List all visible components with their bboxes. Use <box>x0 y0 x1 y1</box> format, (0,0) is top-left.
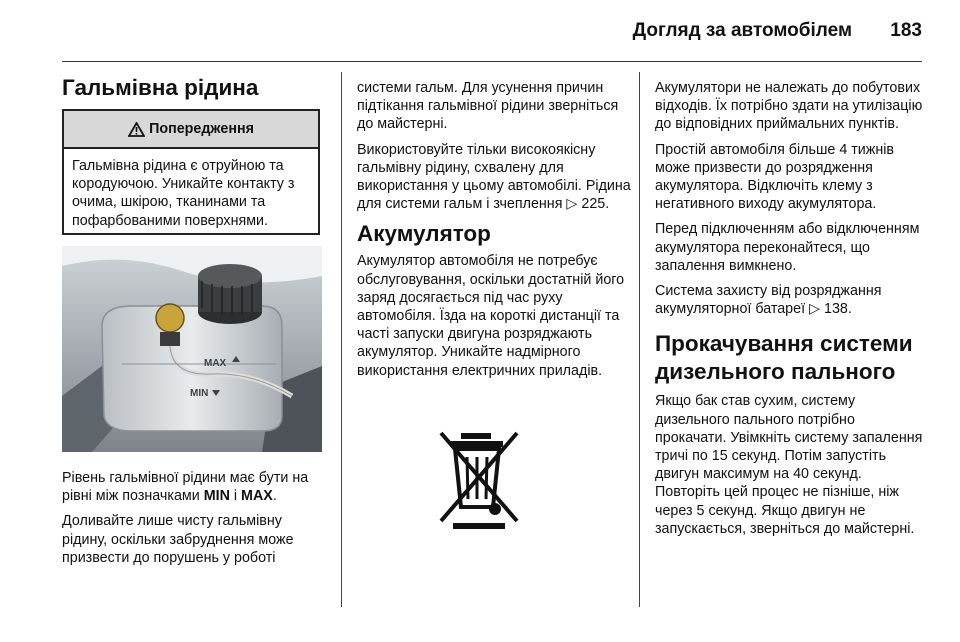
brake-fluid-quality-paragraph <box>357 141 633 214</box>
column-1-text <box>62 469 330 574</box>
page-ref-arrow-icon: ▷ <box>809 301 821 318</box>
warning-text: Гальмівна рідина є отруйною та кородуючою. Уникайте контакту з очима, шкірою, тканинами та пофарбованими поверхнями. <box>72 158 295 229</box>
battery-disposal-paragraph: Акумулятори не належать до побутових відходів. Їх потрібно здати на утилізацію до відповідних приймальних пунктів. <box>655 80 923 133</box>
min-mark-label: MIN <box>190 388 209 399</box>
page-ref-138[interactable]: 138 <box>824 301 848 318</box>
level-end: . <box>272 488 277 505</box>
diesel-bleeding-paragraph: Якщо бак став сухим, систему дизельного пального потрібно прокачати. Увімкніть систему запалення тричі по 15 секунд. Потім запустіть двигун максимум на 40 секунд. Повторіть цей процес не пізніше, ніж через 5 секунд. Якщо двигун не запускається, зверніться до майстерні. <box>655 393 923 537</box>
warning-label: Попередження <box>149 121 254 137</box>
section-title-brake-fluid: Гальмівна рідина <box>62 75 259 100</box>
warning-triangle-icon <box>128 122 145 137</box>
quality-text: Використовуйте тільки високоякісну гальмівну рідину, схвалену для використання у цьому автомобілі. Рідина для системи гальм і зчеплення <box>357 141 631 213</box>
level-conj: і <box>229 488 242 505</box>
column-divider-2 <box>639 72 640 607</box>
protection-text: Система захисту від розряджання акумуляторної батареї <box>655 283 882 318</box>
battery-idle-paragraph: Простій автомобіля більше 4 тижнів може призвести до розрядження акумулятора. Відключіть клему з негативного виходу акумулятора. <box>655 141 895 213</box>
header-rule <box>62 61 922 62</box>
protection-end: . <box>847 301 852 318</box>
crossed-out-wheelie-bin-icon <box>437 429 521 529</box>
column-2-text <box>357 79 633 387</box>
brake-fluid-reservoir-photo <box>62 246 322 452</box>
brake-leak-paragraph: системи гальм. Для усунення причин підтікання гальмівної рідини зверніться до майстерні. <box>357 80 619 133</box>
brake-fluid-topup-paragraph: Доливайте лише чисту гальмівну рідину, оскільки забруднення може призвести до порушень у роботі <box>62 513 294 566</box>
battery-connect-paragraph: Перед підключенням або відключенням акумулятора переконайтеся, що запалення вимкнено. <box>655 221 920 274</box>
page-ref-225[interactable]: 225 <box>581 196 606 213</box>
page-number: 183 <box>890 20 922 41</box>
warning-header <box>64 111 318 149</box>
brake-fluid-level-paragraph <box>62 469 330 505</box>
min-mark: MIN <box>203 488 230 505</box>
warning-box <box>62 109 320 235</box>
section-title-battery: Акумулятор <box>357 221 491 247</box>
running-header-title: Догляд за автомобілем <box>632 20 852 41</box>
battery-protection-paragraph <box>655 282 927 318</box>
column-divider-1 <box>341 72 342 607</box>
max-mark: MAX <box>241 488 273 505</box>
level-text: Рівень гальмівної рідини має бути на рівні між позначками <box>62 470 309 505</box>
quality-end: . <box>605 196 610 213</box>
max-mark-label: MAX <box>204 358 227 369</box>
section-title-diesel-bleeding: Прокачування системи дизельного пального <box>655 331 913 385</box>
page-ref-arrow-icon: ▷ <box>566 196 578 213</box>
battery-paragraph: Акумулятор автомобіля не потребує обслуговування, оскільки достатній його заряд досягається під час руху автомобіля. Їзда на короткі дистанції та часті запуски двигуна розряджають акумулятор. Уникайте надмірного використання електричних приладів. <box>357 253 625 379</box>
column-3-text <box>655 79 927 545</box>
